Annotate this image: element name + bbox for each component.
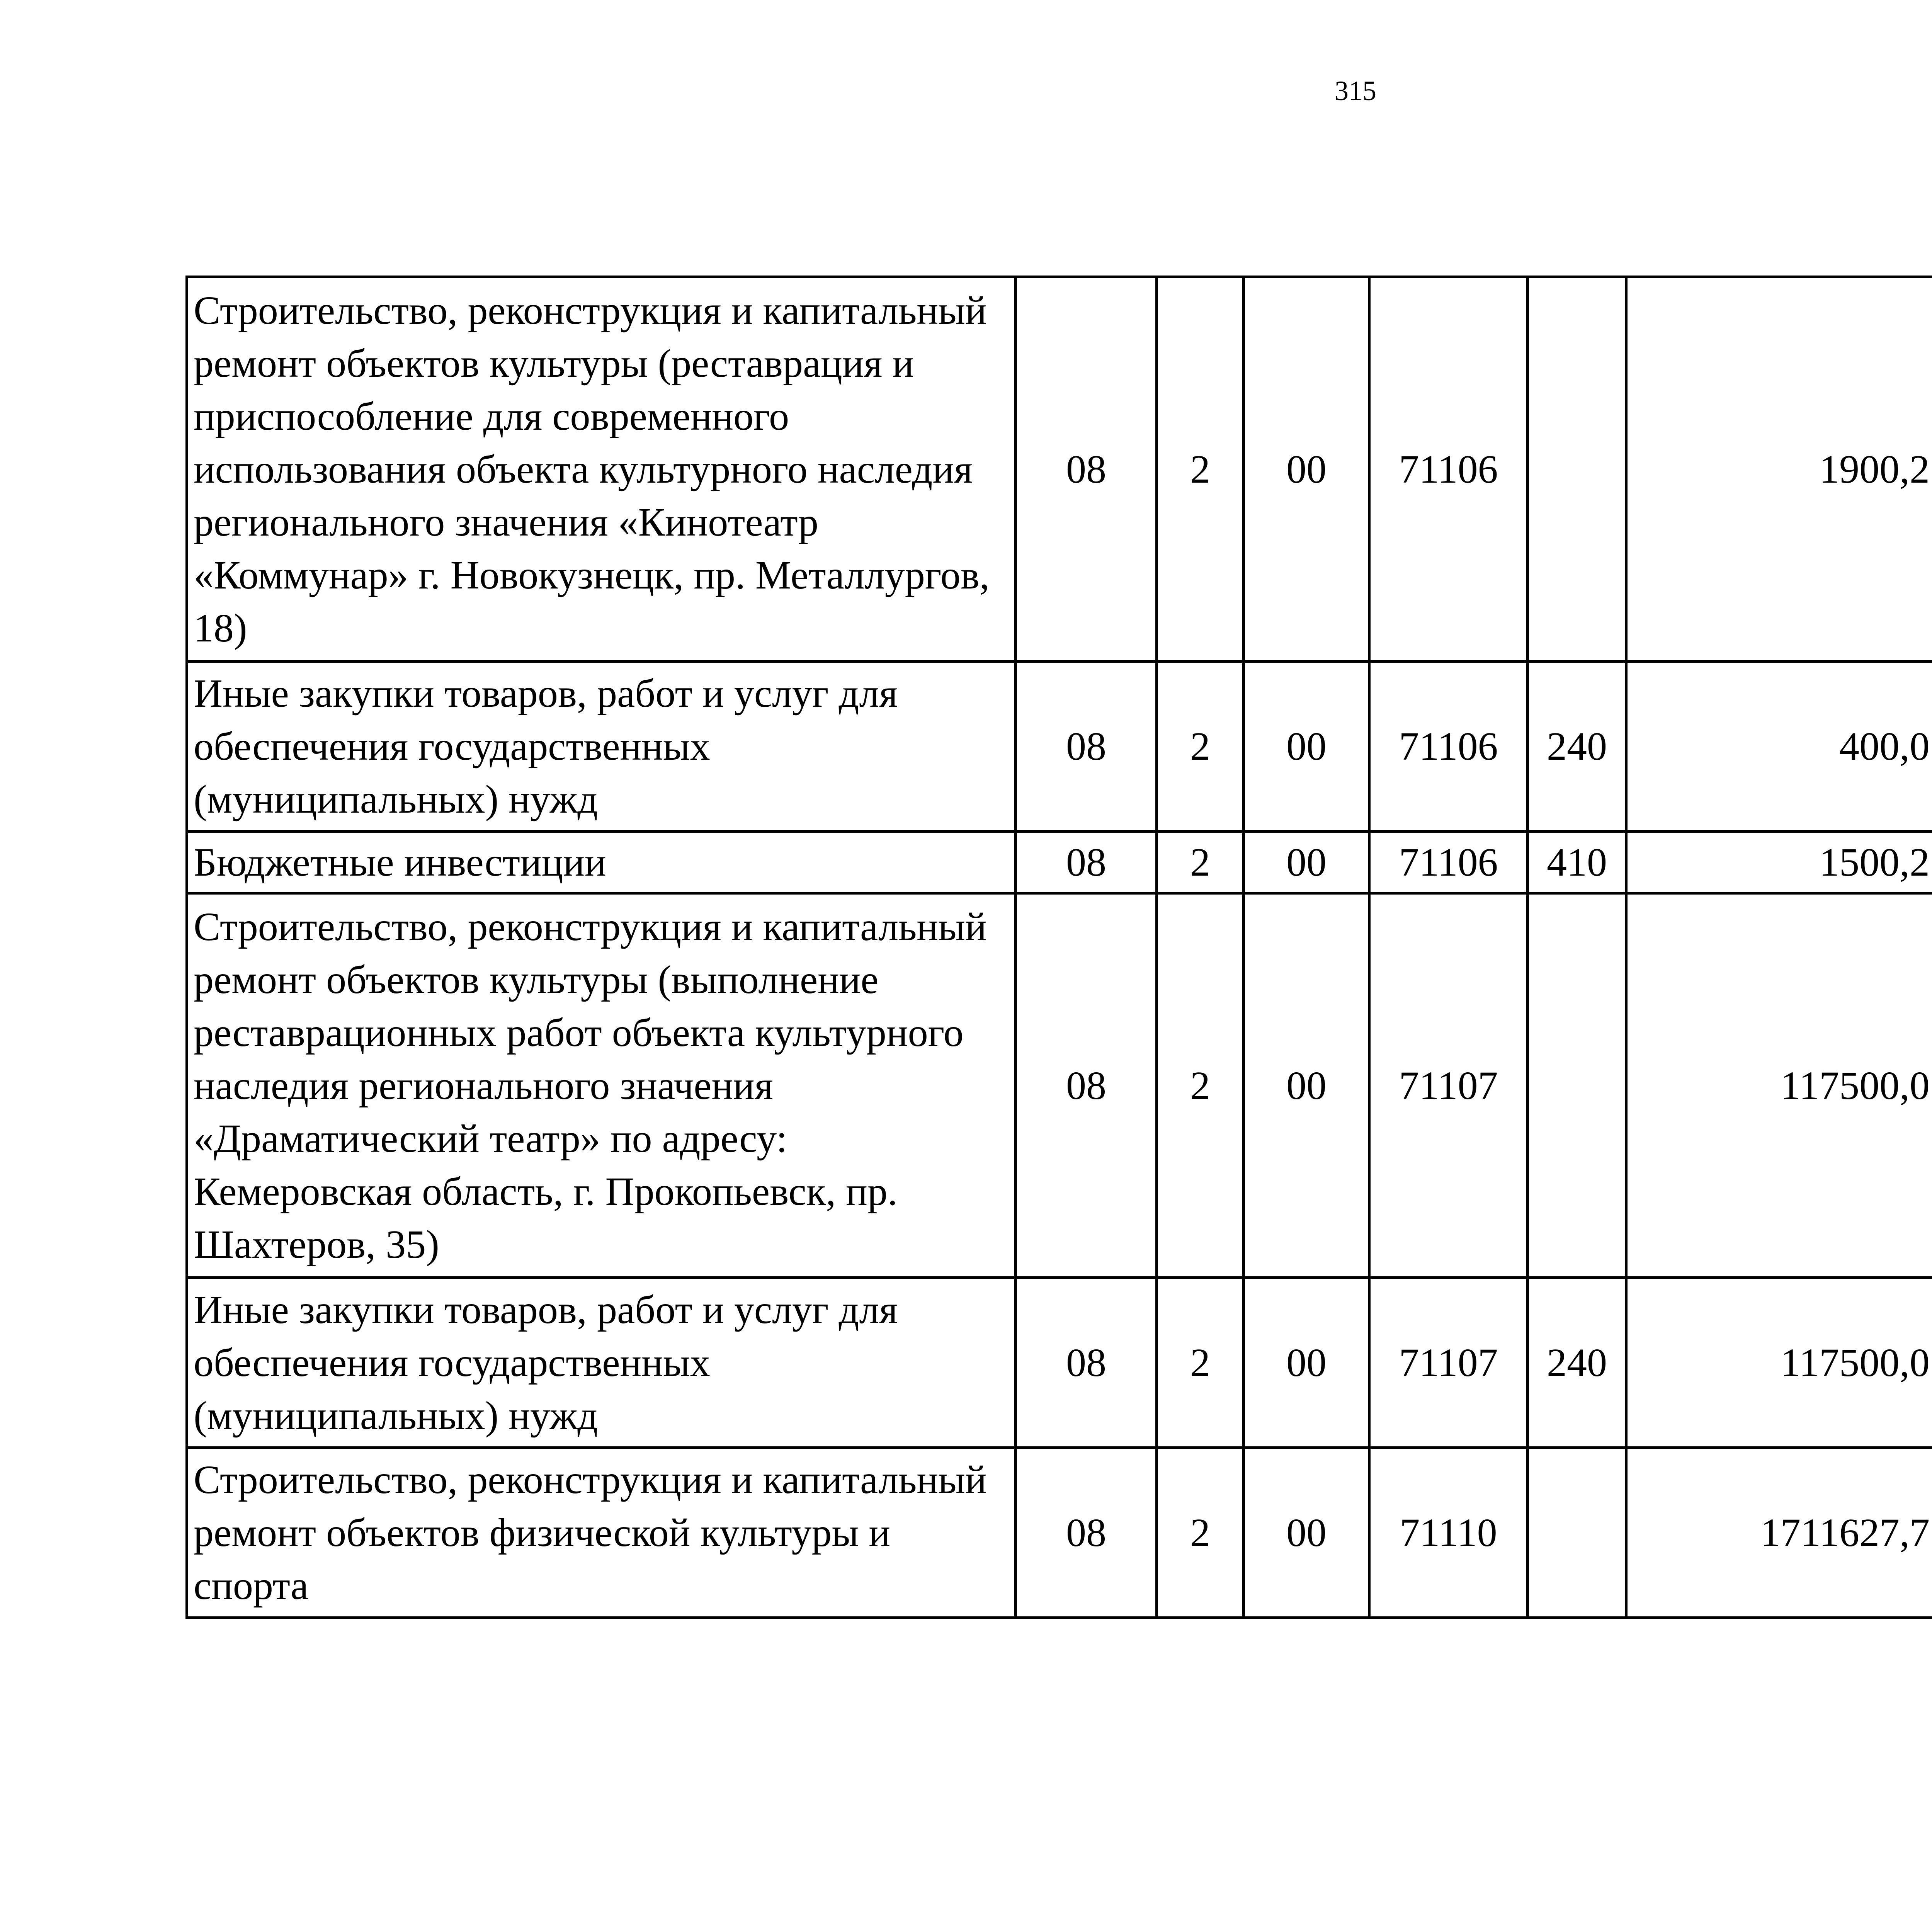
amount-year-1: 1711627,7 xyxy=(1626,1448,1932,1618)
target-code: 71107 xyxy=(1369,893,1528,1278)
subprogram-code: 00 xyxy=(1244,277,1369,662)
expense-name: Иные закупки товаров, работ и услуг для обеспечения государственных (муниципальных) нужд xyxy=(187,662,1016,832)
program-code: 2 xyxy=(1157,277,1244,662)
expense-type-code xyxy=(1528,893,1626,1278)
page-number: 315 xyxy=(1335,75,1376,106)
table-row xyxy=(187,893,1932,1278)
section-code: 08 xyxy=(1016,1448,1157,1618)
program-code: 2 xyxy=(1157,1448,1244,1618)
subprogram-code: 00 xyxy=(1244,832,1369,893)
subprogram-code: 00 xyxy=(1244,662,1369,832)
amount-year-1: 1900,2 xyxy=(1626,277,1932,662)
budget-table xyxy=(185,276,1932,1619)
expense-name: Иные закупки товаров, работ и услуг для обеспечения государственных (муниципальных) нужд xyxy=(187,1278,1016,1448)
expense-type-code: 410 xyxy=(1528,832,1626,893)
table-row xyxy=(187,662,1932,832)
expense-type-code: 240 xyxy=(1528,1278,1626,1448)
amount-year-1: 117500,0 xyxy=(1626,1278,1932,1448)
program-code: 2 xyxy=(1157,1278,1244,1448)
table-row xyxy=(187,1448,1932,1618)
table-row xyxy=(187,1278,1932,1448)
expense-type-code: 240 xyxy=(1528,662,1626,832)
subprogram-code: 00 xyxy=(1244,1278,1369,1448)
amount-year-1: 1500,2 xyxy=(1626,832,1932,893)
expense-name: Строительство, реконструкция и капитальный ремонт объектов культуры (реставрация и приспособление для современного использования объекта культурного наследия регионального значения «Кинотеатр «Коммунар» г. Новокузнецк, пр. Металлургов, 18) xyxy=(187,277,1016,662)
expense-type-code xyxy=(1528,277,1626,662)
subprogram-code: 00 xyxy=(1244,1448,1369,1618)
program-code: 2 xyxy=(1157,832,1244,893)
section-code: 08 xyxy=(1016,662,1157,832)
section-code: 08 xyxy=(1016,277,1157,662)
table-row xyxy=(187,277,1932,662)
target-code: 71107 xyxy=(1369,1278,1528,1448)
target-code: 71106 xyxy=(1369,832,1528,893)
expense-name: Бюджетные инвестиции xyxy=(187,832,1016,893)
table-row xyxy=(187,832,1932,893)
section-code: 08 xyxy=(1016,832,1157,893)
amount-year-1: 117500,0 xyxy=(1626,893,1932,1278)
expense-name: Строительство, реконструкция и капитальный ремонт объектов культуры (выполнение реставрационных работ объекта культурного наследия регионального значения «Драматический театр» по адресу: Кемеровская область, г. Прокопьевск, пр. Шахтеров, 35) xyxy=(187,893,1016,1278)
target-code: 71110 xyxy=(1369,1448,1528,1618)
target-code: 71106 xyxy=(1369,277,1528,662)
program-code: 2 xyxy=(1157,893,1244,1278)
program-code: 2 xyxy=(1157,662,1244,832)
subprogram-code: 00 xyxy=(1244,893,1369,1278)
amount-year-1: 400,0 xyxy=(1626,662,1932,832)
expense-name: Строительство, реконструкция и капитальный ремонт объектов физической культуры и спорта xyxy=(187,1448,1016,1618)
target-code: 71106 xyxy=(1369,662,1528,832)
expense-type-code xyxy=(1528,1448,1626,1618)
section-code: 08 xyxy=(1016,1278,1157,1448)
section-code: 08 xyxy=(1016,893,1157,1278)
